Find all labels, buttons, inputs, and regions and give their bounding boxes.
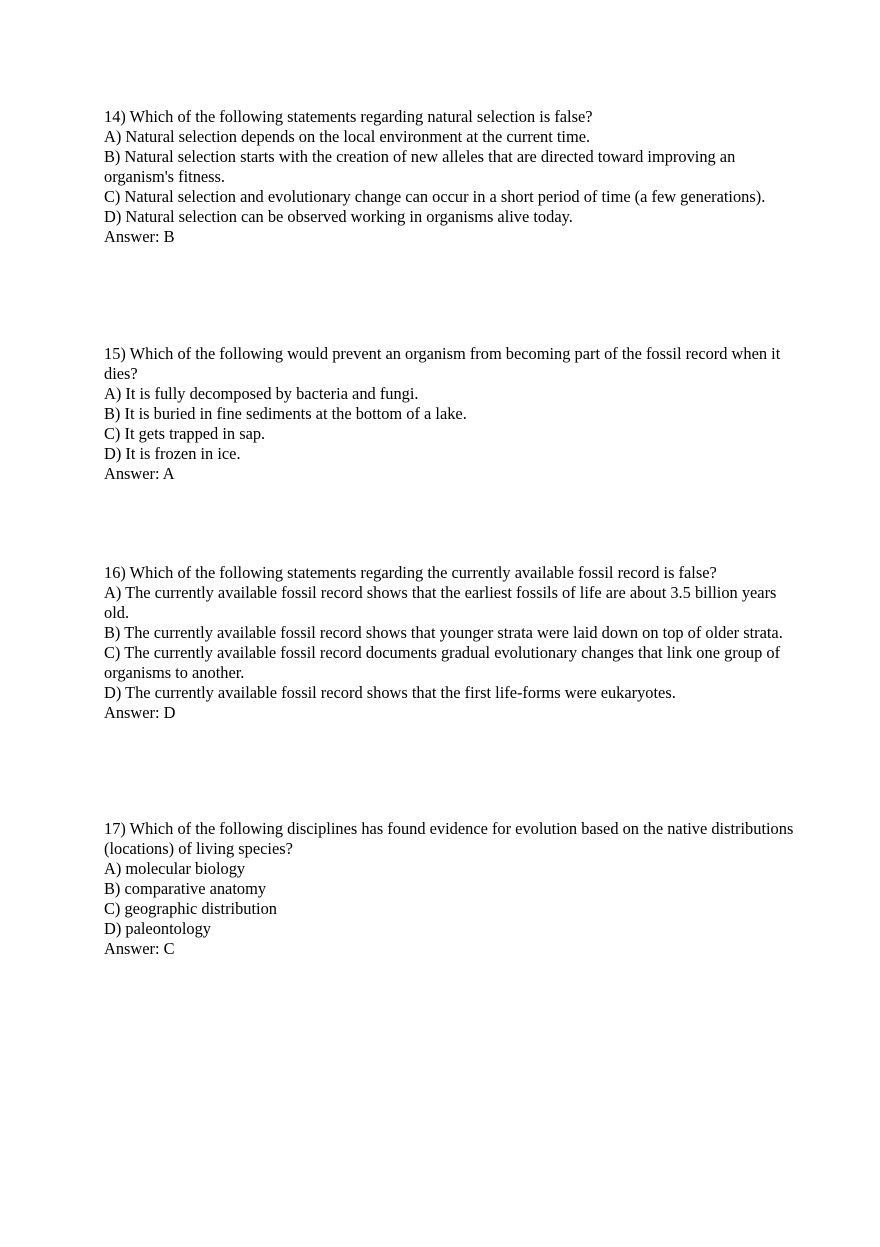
option-b: B) comparative anatomy: [104, 879, 267, 898]
option-c: C) The currently available fossil record documents gradual evolutionary changes that link one group of organisms to another.: [104, 643, 781, 682]
option-a: A) It is fully decomposed by bacteria and fungi.: [104, 384, 419, 403]
option-b: B) The currently available fossil record shows that younger strata were laid down on top of older strata.: [104, 623, 783, 642]
question-stem: 17) Which of the following disciplines has found evidence for evolution based on the native distributions (locations) of living species?: [104, 819, 794, 858]
question-17: [104, 819, 794, 959]
question-14: [104, 107, 794, 247]
question-stem: 16) Which of the following statements regarding the currently available fossil record is false?: [104, 563, 717, 582]
answer: Answer: A: [104, 464, 175, 483]
option-b: B) Natural selection starts with the creation of new alleles that are directed toward improving an organism's fitness.: [104, 147, 736, 186]
answer: Answer: D: [104, 703, 176, 722]
question-15: [104, 344, 794, 484]
option-d: D) Natural selection can be observed working in organisms alive today.: [104, 207, 573, 226]
question-stem: 15) Which of the following would prevent an organism from becoming part of the fossil record when it dies?: [104, 344, 781, 383]
option-a: A) The currently available fossil record shows that the earliest fossils of life are about 3.5 billion years old.: [104, 583, 777, 622]
answer: Answer: B: [104, 227, 175, 246]
option-d: D) It is frozen in ice.: [104, 444, 241, 463]
question-stem: 14) Which of the following statements regarding natural selection is false?: [104, 107, 593, 126]
option-c: C) geographic distribution: [104, 899, 277, 918]
option-c: C) Natural selection and evolutionary change can occur in a short period of time (a few generations).: [104, 187, 766, 206]
option-a: A) Natural selection depends on the local environment at the current time.: [104, 127, 591, 146]
option-b: B) It is buried in fine sediments at the bottom of a lake.: [104, 404, 467, 423]
option-a: A) molecular biology: [104, 859, 246, 878]
option-d: D) The currently available fossil record shows that the first life-forms were eukaryotes.: [104, 683, 676, 702]
question-16: [104, 563, 794, 723]
answer: Answer: C: [104, 939, 175, 958]
option-c: C) It gets trapped in sap.: [104, 424, 266, 443]
option-d: D) paleontology: [104, 919, 211, 938]
